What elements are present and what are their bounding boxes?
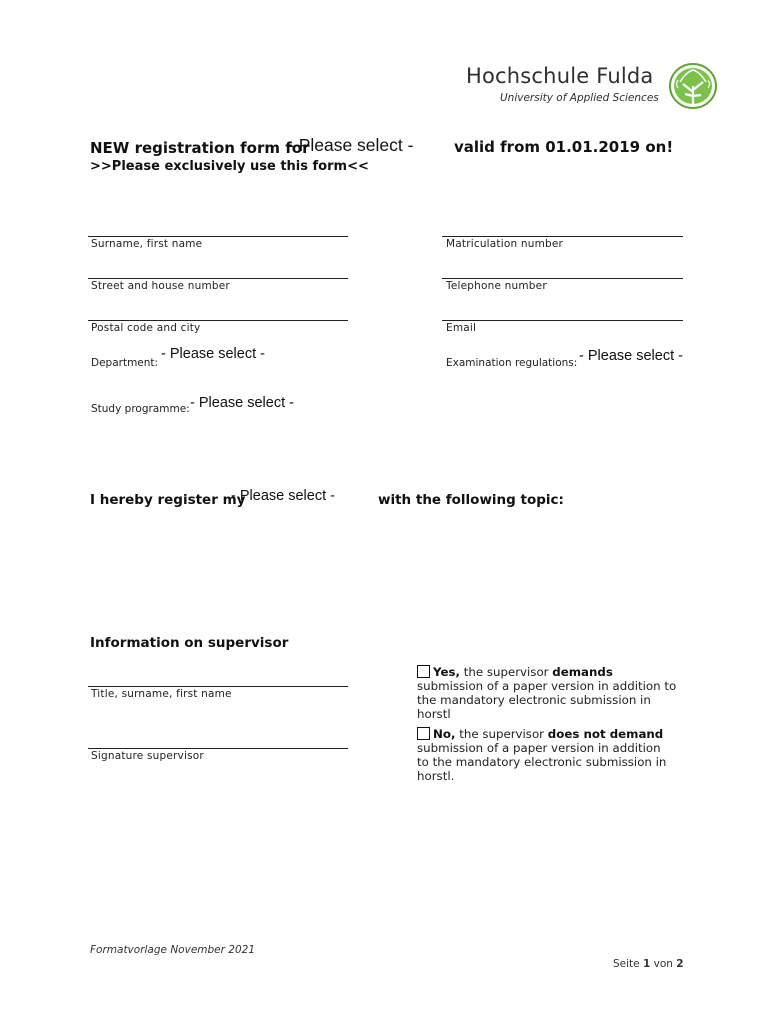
form-title: NEW registration form for: [90, 139, 310, 157]
institution-tagline: University of Applied Sciences: [500, 92, 659, 104]
paper-version-no-option: [417, 727, 675, 783]
exam-regulations-select[interactable]: - Please select -: [579, 348, 683, 364]
form-subtitle: >>Please exclusively use this form<<: [90, 159, 369, 174]
phone-field-label: Telephone number: [446, 280, 547, 292]
template-note: Formatvorlage November 2021: [90, 944, 256, 956]
email-input-line[interactable]: [442, 320, 683, 321]
matriculation-input-line[interactable]: [442, 236, 683, 237]
email-field-label: Email: [446, 322, 477, 334]
institution-name: Hochschule Fulda: [466, 64, 654, 88]
street-input-line[interactable]: [88, 278, 348, 279]
no-checkbox[interactable]: [417, 727, 430, 740]
no-text-2: submission of a paper version in addition to the mandatory electronic submission in horstl.: [417, 741, 667, 783]
page-total: 2: [676, 958, 684, 970]
supervisor-heading: Information on supervisor: [90, 635, 289, 651]
exam-regulations-label: Examination regulations:: [446, 357, 578, 369]
page-number: [613, 958, 684, 970]
yes-text-1: the supervisor: [459, 665, 553, 679]
yes-text-2: submission of a paper version in addition to the mandatory electronic submission in horstl: [417, 679, 677, 721]
name-input-line[interactable]: [88, 236, 348, 237]
supervisor-name-label: Title, surname, first name: [91, 688, 232, 700]
yes-checkbox[interactable]: [417, 665, 430, 678]
department-label: Department:: [91, 357, 159, 369]
supervisor-name-input-line[interactable]: [88, 686, 348, 687]
postal-field-label: Postal code and city: [91, 322, 201, 334]
page-current: 1: [642, 958, 651, 970]
department-select[interactable]: - Please select -: [161, 346, 265, 362]
register-text: I hereby register my: [90, 492, 246, 508]
yes-emphasis: demands: [552, 665, 613, 679]
page-prefix: Seite: [613, 958, 643, 970]
form-type-select[interactable]: - Please select -: [288, 135, 414, 155]
supervisor-signature-line[interactable]: [88, 748, 348, 749]
topic-text: with the following topic:: [378, 492, 564, 508]
thesis-type-select[interactable]: - Please select -: [231, 488, 335, 504]
page-mid: von: [650, 958, 677, 970]
yes-lead: Yes,: [433, 665, 460, 679]
tree-logo-icon: [668, 62, 718, 110]
supervisor-signature-label: Signature supervisor: [91, 750, 204, 762]
postal-input-line[interactable]: [88, 320, 348, 321]
no-emphasis: does not demand: [547, 727, 664, 741]
no-text-1: the supervisor: [455, 727, 548, 741]
paper-version-yes-option: [417, 665, 682, 721]
study-programme-select[interactable]: - Please select -: [190, 395, 294, 411]
valid-from-text: valid from 01.01.2019 on!: [454, 138, 674, 156]
study-programme-label: Study programme:: [91, 403, 190, 415]
no-lead: No,: [433, 727, 456, 741]
street-field-label: Street and house number: [91, 280, 230, 292]
matriculation-field-label: Matriculation number: [446, 238, 564, 250]
name-field-label: Surname, first name: [91, 238, 203, 250]
phone-input-line[interactable]: [442, 278, 683, 279]
